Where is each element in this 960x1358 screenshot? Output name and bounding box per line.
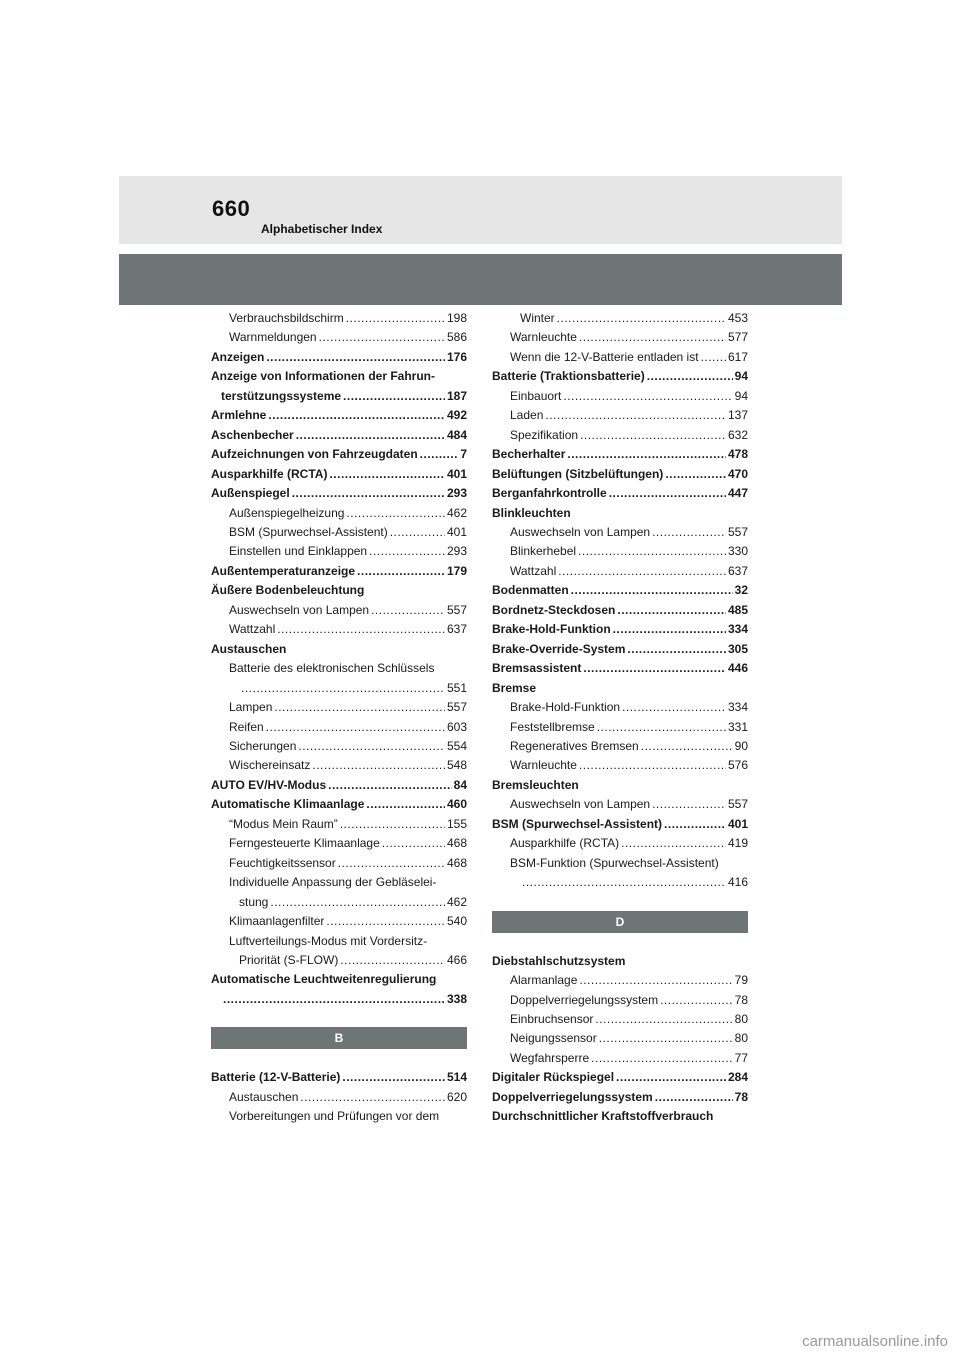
index-entry-label: Blinkleuchten [492,505,571,520]
index-entry-label: Feststellbremse [510,719,595,734]
index-entry [211,426,467,445]
index-entry-page: 478 [727,447,748,462]
index-entry-label: Reifen [229,719,264,734]
dot-leader [579,756,726,775]
index-entry-page: 338 [446,991,467,1006]
index-entry-label: Batterie (Traktionsbatterie) [492,369,645,384]
index-entry [211,1088,467,1107]
index-entry-page: 187 [446,388,467,403]
index-entry-page: 84 [453,777,467,792]
index-entry-label: Warnleuchte [510,330,577,345]
index-entry-label: Digitaler Rückspiegel [492,1070,615,1085]
index-entry-page: 334 [727,622,748,637]
dot-leader [599,1029,733,1048]
index-entry-label: Sicherungen [229,738,297,753]
dot-leader [340,951,445,970]
dot-leader [357,562,445,581]
index-entry-label: Austauschen [229,1089,299,1104]
index-entry-label: AUTO EV/HV-Modus [211,777,327,792]
index-entry-label: Verbrauchsbildschirm [229,311,344,325]
index-entry-label: Auswechseln von Lampen [510,524,651,539]
dot-leader [579,328,726,347]
index-entry-label: Diebstahlschutzsystem [492,953,626,968]
index-entry-label: Wattzahl [229,622,276,637]
index-entry-label: Einstellen und Einklappen [229,544,368,559]
index-entry-label: Doppelverriegelungssystem [492,1089,653,1104]
index-entry-label: Außenspiegel [211,486,290,501]
index-entry-page: 330 [727,544,748,559]
index-entry [492,834,748,853]
index-entry [492,1068,748,1087]
index-entry [211,406,467,425]
index-entry-page: 331 [727,719,748,734]
index-entry [492,542,748,561]
dot-leader [616,1068,726,1087]
dot-leader [571,581,733,600]
index-entry [211,523,467,542]
dot-leader [329,465,445,484]
index-entry-label: Brake-Override-System [492,641,626,656]
index-entry-label: Wattzahl [510,563,557,578]
index-entry-label: Anzeige von Informationen der Fahrun- [211,369,436,384]
dot-leader [300,1088,445,1107]
index-entry-label: Warnmeldungen [229,330,317,345]
dot-leader [328,776,452,795]
dot-leader [580,426,726,445]
index-entry-label: Auswechseln von Lampen [229,602,370,617]
index-entry-page: 179 [446,563,467,578]
index-entry-page: 576 [727,758,748,773]
index-entry [492,445,748,464]
index-entry-page: 305 [727,641,748,656]
index-entry [492,367,748,386]
index-entry-page: 446 [727,661,748,676]
dot-leader [390,523,445,542]
index-entry-page: 293 [446,544,467,559]
index-entry [211,640,467,659]
dot-leader [558,562,726,581]
dot-leader [557,309,726,328]
index-entry [492,406,748,425]
index-entry-page: 554 [446,738,467,753]
index-entry-label: Becherhalter [492,447,566,462]
index-entry-page: 557 [727,797,748,812]
index-entry-label: Winter [520,311,555,325]
index-entry [211,601,467,620]
index-entry-label: Wegfahrsperre [510,1050,590,1065]
index-entry-label: Einbruchsensor [510,1011,594,1026]
index-entry-label: Doppelverriegelungssystem [510,992,659,1007]
watermark: carmanualsonline.info [802,1333,948,1350]
index-entry-page: 462 [446,894,467,909]
index-entry-label: Auswechseln von Lampen [510,797,651,812]
dot-leader [567,445,726,464]
index-entry-page: 32 [734,583,748,598]
index-entry-label: Automatische Leuchtweitenregulierung [211,972,437,987]
dot-leader [622,698,726,717]
index-entry [492,854,748,873]
index-entry-label: Warnleuchte [510,758,577,773]
index-entry [211,776,467,795]
index-entry-page: 603 [446,719,467,734]
index-entry [492,620,748,639]
index-entry-label: Einbauort [510,388,562,403]
index-entry-label: Bremse [492,680,537,695]
section-title: Alphabetischer Index [261,222,383,236]
index-entry [211,620,467,639]
index-entry-page: 557 [727,524,748,539]
index-entry-page: 557 [446,602,467,617]
page-header [119,176,842,244]
dot-leader [597,718,726,737]
index-entry [492,348,748,367]
dot-leader [326,912,445,931]
index-entry-page: 540 [446,914,467,929]
index-entry-page: 78 [734,992,748,1007]
index-entry [211,990,467,1009]
dot-leader [292,484,445,503]
index-entry [492,309,748,328]
index-entry [211,970,467,989]
dot-leader [655,1088,733,1107]
index-entry [211,932,467,951]
index-entry-label: Aufzeichnungen von Fahrzeugdaten [211,447,418,462]
index-entry-page: 447 [727,486,748,501]
dot-leader [595,1010,732,1029]
index-entry-label: Priorität (S-FLOW) [239,952,339,967]
index-entry-label: Lampen [229,700,273,715]
index-entry-page: 586 [446,330,467,345]
index-entry [492,795,748,814]
dot-leader [641,737,733,756]
index-entry [492,523,748,542]
index-entry-page: 468 [446,836,467,851]
index-entry-page: 94 [734,369,748,384]
index-entry [492,1107,748,1126]
index-entry-page: 80 [734,1011,748,1026]
index-column-right [492,309,748,1127]
index-entry-page: 80 [734,1031,748,1046]
dot-leader [579,971,732,990]
dot-leader [578,542,726,561]
index-entry [211,679,467,698]
dot-leader [274,698,445,717]
dot-leader [591,1049,732,1068]
index-entry [492,426,748,445]
index-entry-page: 7 [460,447,467,462]
index-entry-label: Ausparkhilfe (RCTA) [510,836,620,851]
index-entry-page: 557 [446,700,467,715]
index-entry-page: 551 [446,680,467,695]
index-entry [211,1068,467,1087]
index-entry-page: 90 [734,738,748,753]
index-entry-label: Bodenmatten [492,583,569,598]
index-entry-label: Vorbereitungen und Prüfungen vor dem [229,1109,440,1124]
index-entry [492,756,748,775]
dot-leader [647,367,733,386]
index-entry [492,484,748,503]
index-entry-page: 620 [446,1089,467,1104]
dot-leader [277,620,445,639]
index-entry-page: 94 [734,388,748,403]
index-entry-page: 485 [727,602,748,617]
index-entry [211,542,467,561]
page-number: 660 [212,196,251,221]
dot-leader [701,348,726,367]
index-entry-label: Alarmanlage [510,973,578,988]
index-entry [492,581,748,600]
dot-leader [420,445,459,464]
index-entry-label: Bremsassistent [492,661,582,676]
index-entry-page: 77 [734,1050,748,1065]
index-entry-page: 176 [446,349,467,364]
index-entry [492,679,748,698]
index-entry [492,328,748,347]
index-entry [492,737,748,756]
dot-leader [660,991,733,1010]
dot-leader [346,504,445,523]
index-entry-page: 284 [727,1070,748,1085]
index-entry-page: 637 [727,563,748,578]
index-entry-label: BSM (Spurwechsel-Assistent) [229,524,388,539]
index-letter-heading: D [492,911,748,933]
index-entry [492,640,748,659]
index-entry-page: 514 [446,1070,467,1085]
index-entry [211,698,467,717]
index-entry-page: 79 [734,973,748,988]
index-entry-page: 460 [446,797,467,812]
index-entry-label: Individuelle Anpassung der Gebläselei- [229,875,437,890]
index-entry-page: 468 [446,855,467,870]
index-entry [211,465,467,484]
index-entry [492,465,748,484]
dot-leader [340,815,445,834]
dot-leader [298,737,445,756]
dot-leader [613,620,726,639]
index-entry-page: 470 [727,466,748,481]
index-entry [492,562,748,581]
dot-leader [343,387,445,406]
index-entry-page: 78 [734,1089,748,1104]
dot-leader [617,601,726,620]
index-entry [492,815,748,834]
dot-leader [563,387,732,406]
index-entry [211,367,467,386]
index-entry-label: Wischereinsatz [229,758,311,773]
index-entry [492,601,748,620]
dot-leader [522,873,726,892]
index-entry-page: 419 [727,836,748,851]
index-entry-label: Batterie des elektronischen Schlüssels [229,661,435,676]
dot-leader [627,640,726,659]
index-entry [492,1029,748,1048]
index-entry-page: 462 [446,505,467,520]
index-entry [211,348,467,367]
index-entry-label: Neigungssensor [510,1031,597,1046]
index-entry [492,971,748,990]
dot-leader [268,406,445,425]
index-entry-label: Aschenbecher [211,427,294,442]
index-entry [211,756,467,775]
index-entry-page: 155 [446,816,467,831]
index-entry-label: Brake-Hold-Funktion [492,622,611,637]
dot-leader [609,484,726,503]
index-entry-label: Äußere Bodenbeleuchtung [211,583,365,598]
dot-leader [241,679,445,698]
index-entry-label: Klimaanlagenfilter [229,914,325,929]
index-entry [211,504,467,523]
dot-leader [652,523,726,542]
index-entry-label: Bordnetz-Steckdosen [492,602,616,617]
index-entry-label: BSM-Funktion (Spurwechsel-Assistent) [510,855,719,870]
index-entry [492,873,748,892]
index-entry [492,698,748,717]
dot-leader [369,542,445,561]
dot-leader [338,854,445,873]
dot-leader [266,718,445,737]
index-entry-page: 198 [446,311,467,325]
index-entry [492,776,748,795]
index-entry [492,1088,748,1107]
index-entry [492,504,748,523]
dot-leader [312,756,445,775]
index-entry [492,387,748,406]
index-entry-label: Außentemperaturanzeige [211,563,356,578]
dot-leader [223,990,445,1009]
index-entry [211,815,467,834]
index-column-left [211,309,467,1127]
index-entry-label: Brake-Hold-Funktion [510,700,621,715]
index-entry-page: 334 [727,700,748,715]
dot-leader [366,795,445,814]
index-entry-label: Belüftungen (Sitzbelüftungen) [492,466,664,481]
dot-leader [266,348,445,367]
dot-leader [296,426,445,445]
index-entry [211,834,467,853]
index-entry [492,718,748,737]
index-entry-page: 293 [446,486,467,501]
index-entry-label: Anzeigen [211,349,265,364]
index-entry [211,854,467,873]
index-entry [492,659,748,678]
index-entry [492,1049,748,1068]
index-entry-page: 492 [446,408,467,423]
index-entry [492,991,748,1010]
dot-leader [371,601,445,620]
dot-leader [621,834,726,853]
index-entry [211,387,467,406]
index-entry-page: 401 [727,816,748,831]
index-entry [211,795,467,814]
index-entry-page: 453 [727,311,748,325]
index-entry [211,912,467,931]
dot-leader [270,893,445,912]
dot-leader [665,465,726,484]
index-entry-page: 484 [446,427,467,442]
dot-leader [342,1068,445,1087]
index-entry [211,659,467,678]
dot-leader [664,815,726,834]
index-entry [492,1010,748,1029]
index-entry-label: Wenn die 12-V-Batterie entladen ist [510,349,699,364]
index-entry [211,562,467,581]
index-entry-label: Spezifikation [510,427,579,442]
index-entry-label: Luftverteilungs-Modus mit Vordersitz- [229,933,428,948]
index-entry-page: 416 [727,875,748,890]
index-entry-label: Blinkerhebel [510,544,577,559]
index-entry [211,718,467,737]
index-entry-label: Armlehne [211,408,267,423]
dot-leader [652,795,726,814]
index-entry [211,893,467,912]
index-entry-label: Berganfahrkontrolle [492,486,607,501]
index-entry-page: 466 [446,952,467,967]
dot-leader [545,406,726,425]
index-entry-label: Feuchtigkeitssensor [229,855,336,870]
index-entry [211,309,467,328]
index-entry [211,328,467,347]
index-entry-label: stung [239,894,269,909]
index-entry-label: Ferngesteuerte Klimaanlage [229,836,380,851]
index-entry [492,952,748,971]
index-entry-label: Austauschen [211,641,287,656]
index-entry-label: terstützungssysteme [221,388,342,403]
dot-leader [346,309,445,328]
index-entry-label: Batterie (12-V-Batterie) [211,1070,341,1085]
index-entry-label: Durchschnittlicher Kraftstoffverbrauch [492,1109,714,1124]
header-bar [119,254,842,305]
index-entry [211,445,467,464]
index-entry-page: 577 [727,330,748,345]
index-entry-label: Außenspiegelheizung [229,505,345,520]
index-entry-label: Automatische Klimaanlage [211,797,365,812]
dot-leader [382,834,445,853]
index-entry-page: 548 [446,758,467,773]
index-entry-page: 137 [727,408,748,423]
index-entry-page: 632 [727,427,748,442]
index-entry [211,581,467,600]
index-entry [211,484,467,503]
index-entry-label: Regeneratives Bremsen [510,738,639,753]
index-entry [211,737,467,756]
index-entry [211,951,467,970]
index-entry-label: Laden [510,408,544,423]
index-entry-page: 401 [446,524,467,539]
index-entry [211,1107,467,1126]
index-entry [211,873,467,892]
index-entry-label: Bremsleuchten [492,777,579,792]
index-entry-label: “Modus Mein Raum” [229,816,338,831]
index-entry-page: 401 [446,466,467,481]
dot-leader [319,328,445,347]
index-entry-page: 617 [727,349,748,364]
index-entry-page: 637 [446,622,467,637]
index-entry-label: BSM (Spurwechsel-Assistent) [492,816,663,831]
dot-leader [583,659,726,678]
index-letter-heading: B [211,1027,467,1049]
index-entry-label: Ausparkhilfe (RCTA) [211,466,328,481]
